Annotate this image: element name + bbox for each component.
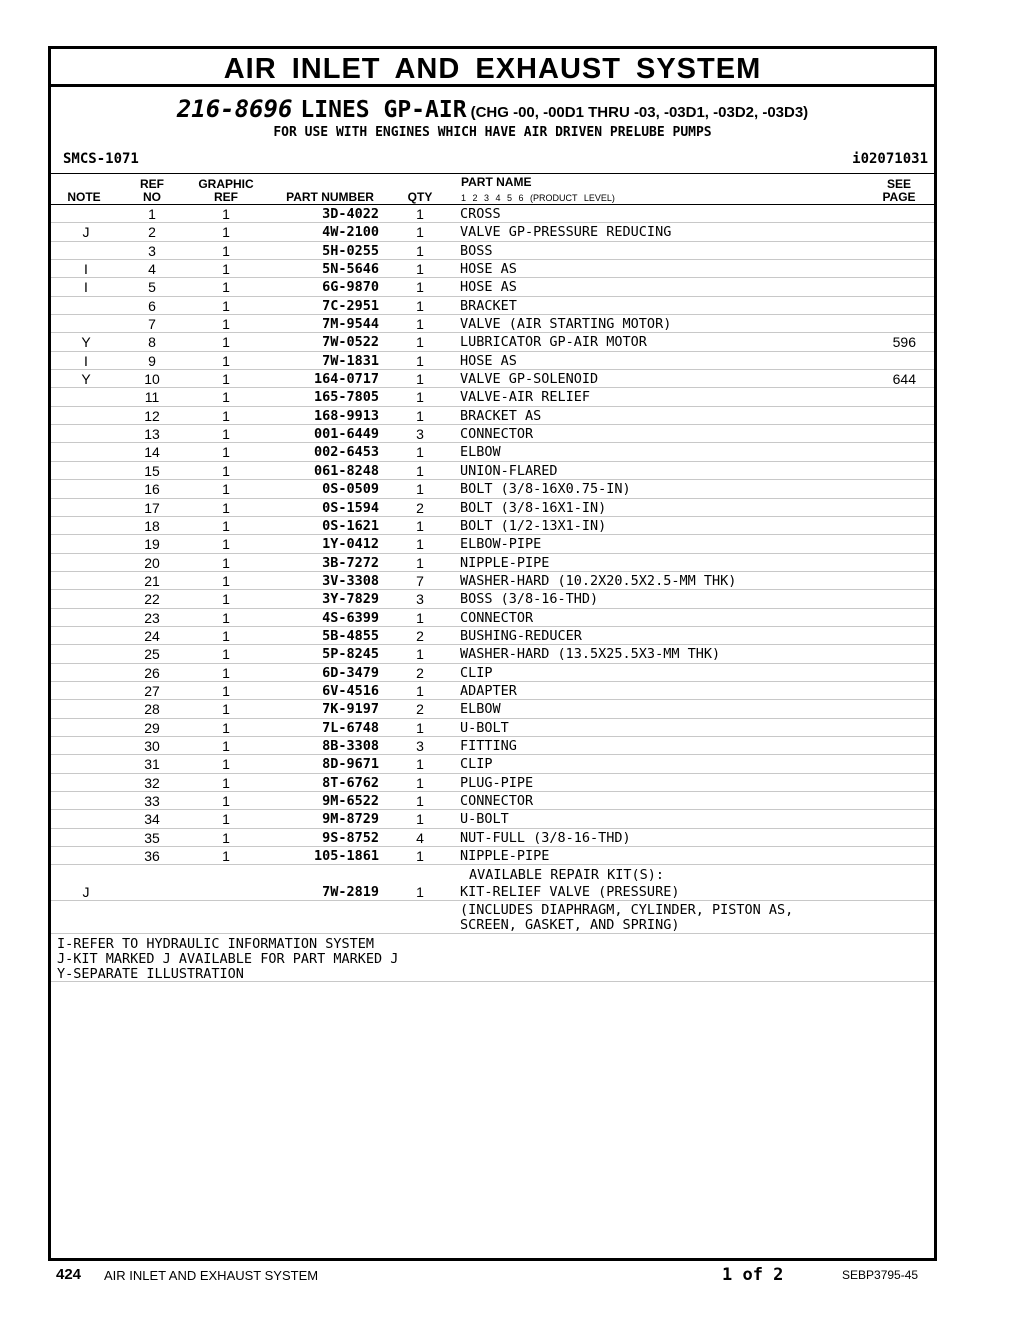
- part-qty: 7: [416, 572, 424, 589]
- part-number: 7M-9544: [322, 316, 379, 333]
- footer-document-number: SEBP3795-45: [842, 1268, 919, 1282]
- part-see-page: 644: [892, 371, 916, 388]
- table-row: [51, 554, 934, 572]
- part-ref: 15: [144, 462, 160, 479]
- part-qty: 1: [416, 554, 424, 571]
- kit-part-number: 7W-2819: [322, 884, 379, 901]
- kit-note: J: [82, 884, 90, 901]
- part-graphic-ref: 1: [222, 756, 230, 773]
- table-row: [51, 609, 934, 627]
- part-number: 164-0717: [313, 371, 379, 388]
- part-ref: 35: [144, 829, 160, 846]
- part-graphic-ref: 1: [222, 499, 230, 516]
- title-divider: [51, 84, 934, 87]
- part-graphic-ref: 1: [222, 829, 230, 846]
- part-number: 7L-6748: [322, 719, 379, 736]
- parts-table: [51, 205, 934, 982]
- col-qty: QTY: [407, 190, 433, 204]
- part-graphic-ref: 1: [222, 279, 230, 296]
- part-graphic-ref: 1: [222, 664, 230, 681]
- part-see-page: 596: [892, 334, 916, 351]
- part-qty: 3: [416, 426, 424, 443]
- part-qty: 1: [416, 646, 424, 663]
- part-number: 6V-4516: [322, 682, 379, 699]
- part-name: U-BOLT: [460, 719, 509, 736]
- part-graphic-ref: 1: [222, 572, 230, 589]
- table-row: [51, 260, 934, 278]
- part-ref: 21: [144, 572, 160, 589]
- part-number: 4S-6399: [322, 609, 379, 626]
- part-number: 3Y-7829: [322, 591, 379, 608]
- part-graphic-ref: 1: [222, 242, 230, 259]
- table-row: [51, 480, 934, 498]
- table-row: [51, 664, 934, 682]
- part-number: 5H-0255: [322, 242, 379, 259]
- part-number: 9S-8752: [322, 829, 379, 846]
- part-name: HOSE AS: [460, 352, 517, 369]
- part-name: HOSE AS: [460, 279, 517, 296]
- part-qty: 1: [416, 352, 424, 369]
- part-ref: 9: [148, 352, 156, 369]
- part-ref: 8: [148, 334, 156, 351]
- note-line: I-REFER TO HYDRAULIC INFORMATION SYSTEM: [57, 936, 374, 953]
- part-note: Y: [81, 371, 91, 388]
- col-graphic-top: GRAPHIC: [198, 177, 254, 191]
- part-graphic-ref: 1: [222, 444, 230, 461]
- part-graphic-ref: 1: [222, 426, 230, 443]
- table-row: [51, 499, 934, 517]
- part-number: 7W-1831: [322, 352, 379, 369]
- part-qty: 2: [416, 664, 424, 681]
- part-number: 1Y-0412: [322, 536, 379, 553]
- part-ref: 1: [148, 206, 156, 222]
- part-number: 0S-1621: [322, 517, 379, 534]
- table-row: [51, 297, 934, 315]
- part-number: 5B-4855: [322, 627, 379, 644]
- part-name: NIPPLE-PIPE: [460, 554, 550, 571]
- col-see-bottom: PAGE: [882, 190, 916, 204]
- part-name: BOLT (3/8-16X0.75-IN): [460, 481, 631, 498]
- part-name: BOSS (3/8-16-THD): [460, 591, 599, 608]
- part-number: 001-6449: [313, 426, 379, 443]
- part-ref: 29: [144, 719, 160, 736]
- part-ref: 30: [144, 737, 160, 754]
- table-row: [51, 205, 934, 223]
- table-row: [51, 700, 934, 718]
- col-graphic-bottom: REF: [214, 190, 238, 204]
- part-ref: 28: [144, 701, 160, 718]
- part-qty: 3: [416, 591, 424, 608]
- table-row: [51, 755, 934, 773]
- part-graphic-ref: 1: [222, 591, 230, 608]
- part-number: 3B-7272: [322, 554, 379, 571]
- part-note: J: [82, 224, 90, 241]
- table-row: [51, 810, 934, 828]
- usage-note: FOR USE WITH ENGINES WHICH HAVE AIR DRIVEN PRELUBE PUMPS: [273, 125, 712, 140]
- part-graphic-ref: 1: [222, 627, 230, 644]
- part-note: Y: [81, 334, 91, 351]
- col-graphic: [189, 178, 263, 204]
- col-ref-top: REF: [140, 177, 164, 191]
- table-row: [51, 223, 934, 241]
- document-ident: i02071031: [852, 151, 928, 167]
- part-ref: 22: [144, 591, 160, 608]
- part-ref: 12: [144, 407, 160, 424]
- part-ref: 11: [144, 389, 160, 406]
- table-row: [51, 737, 934, 755]
- part-number: 8T-6762: [322, 774, 379, 791]
- table-row: [51, 572, 934, 590]
- part-graphic-ref: 1: [222, 774, 230, 791]
- part-number: 4W-2100: [322, 224, 379, 241]
- table-row: [51, 333, 934, 351]
- part-graphic-ref: 1: [222, 462, 230, 479]
- part-number: 9M-8729: [322, 811, 379, 828]
- part-qty: 1: [416, 811, 424, 828]
- part-qty: 1: [416, 261, 424, 278]
- part-number: 6D-3479: [322, 664, 379, 681]
- part-name: LUBRICATOR GP-AIR MOTOR: [460, 334, 647, 351]
- part-number: 6G-9870: [322, 279, 379, 296]
- kit-includes-line: (INCLUDES DIAPHRAGM, CYLINDER, PISTON AS,: [460, 902, 794, 919]
- part-graphic-ref: 1: [222, 371, 230, 388]
- part-name: CLIP: [460, 756, 493, 773]
- part-number: 002-6453: [313, 444, 379, 461]
- part-number: 168-9913: [313, 407, 379, 424]
- part-graphic-ref: 1: [222, 609, 230, 626]
- part-graphic-ref: 1: [222, 701, 230, 718]
- table-row: [51, 774, 934, 792]
- col-part-name: PART NAME: [461, 175, 532, 189]
- table-row: [51, 829, 934, 847]
- table-row: [51, 535, 934, 553]
- part-ref: 20: [144, 554, 160, 571]
- part-number: 5N-5646: [322, 261, 379, 278]
- col-part-number: PART NUMBER: [286, 190, 374, 204]
- part-qty: 2: [416, 701, 424, 718]
- part-name: CROSS: [460, 206, 501, 222]
- part-qty: 2: [416, 499, 424, 516]
- part-note: I: [84, 352, 88, 369]
- table-row: [51, 388, 934, 406]
- part-name: HOSE AS: [460, 261, 517, 278]
- part-graphic-ref: 1: [222, 261, 230, 278]
- part-number: 165-7805: [313, 389, 379, 406]
- footer-system-name: AIR INLET AND EXHAUST SYSTEM: [104, 1268, 319, 1283]
- part-qty: 1: [416, 407, 424, 424]
- part-ref: 3: [148, 242, 156, 259]
- kit-includes-line: SCREEN, GASKET, AND SPRING): [460, 917, 680, 934]
- part-number: 8B-3308: [322, 737, 379, 754]
- part-graphic-ref: 1: [222, 389, 230, 406]
- part-number: 3D-4022: [322, 206, 379, 222]
- part-name: BRACKET AS: [460, 407, 542, 424]
- part-graphic-ref: 1: [222, 224, 230, 241]
- repair-kit-title: AVAILABLE REPAIR KIT(S):: [469, 867, 665, 884]
- part-graphic-ref: 1: [222, 517, 230, 534]
- part-qty: 3: [416, 737, 424, 754]
- part-number: 5P-8245: [322, 646, 379, 663]
- table-row: [51, 242, 934, 260]
- part-name: CONNECTOR: [460, 609, 534, 626]
- part-graphic-ref: 1: [222, 407, 230, 424]
- table-row: [51, 719, 934, 737]
- part-ref: 10: [144, 371, 160, 388]
- part-qty: 1: [416, 756, 424, 773]
- table-row: [51, 443, 934, 461]
- table-row: [51, 370, 934, 388]
- repair-kit-row: [51, 883, 934, 901]
- kit-qty: 1: [416, 884, 424, 901]
- part-graphic-ref: 1: [222, 682, 230, 699]
- part-graphic-ref: 1: [222, 811, 230, 828]
- part-qty: 1: [416, 279, 424, 296]
- notes-legend: [51, 934, 934, 982]
- part-name: ELBOW-PIPE: [460, 536, 542, 553]
- part-graphic-ref: 1: [222, 297, 230, 314]
- repair-kit-includes: [51, 901, 934, 934]
- table-row: [51, 645, 934, 663]
- page-frame: [48, 46, 937, 1261]
- part-qty: 1: [416, 462, 424, 479]
- part-ref: 24: [144, 627, 160, 644]
- part-ref: 32: [144, 774, 160, 791]
- part-ref: 26: [144, 664, 160, 681]
- part-name: VALVE-AIR RELIEF: [460, 389, 591, 406]
- part-ref: 34: [144, 811, 160, 828]
- part-ref: 27: [144, 682, 160, 699]
- part-number: 7W-0522: [322, 334, 379, 351]
- part-qty: 1: [416, 316, 424, 333]
- part-number: 3V-3308: [322, 572, 379, 589]
- part-name: WASHER-HARD (10.2X20.5X2.5-MM THK): [460, 572, 737, 589]
- part-name: VALVE (AIR STARTING MOTOR): [460, 316, 672, 333]
- part-ref: 14: [144, 444, 160, 461]
- table-row: [51, 425, 934, 443]
- part-qty: 1: [416, 371, 424, 388]
- part-graphic-ref: 1: [222, 848, 230, 865]
- part-name: U-BOLT: [460, 811, 509, 828]
- col-see-top: SEE: [886, 177, 911, 191]
- part-ref: 13: [144, 426, 160, 443]
- part-ref: 18: [144, 517, 160, 534]
- part-qty: 1: [416, 206, 424, 222]
- part-qty: 4: [416, 829, 424, 846]
- table-row: [51, 792, 934, 810]
- table-row: [51, 590, 934, 608]
- part-qty: 1: [416, 517, 424, 534]
- part-name: ELBOW: [460, 701, 501, 718]
- kit-name: KIT-RELIEF VALVE (PRESSURE): [460, 884, 680, 901]
- col-ref: [131, 178, 173, 204]
- part-number: 105-1861: [313, 848, 379, 865]
- table-row: [51, 315, 934, 333]
- part-graphic-ref: 1: [222, 536, 230, 553]
- part-ref: 33: [144, 793, 160, 809]
- part-name: BUSHING-REDUCER: [460, 627, 582, 644]
- part-name: BOLT (1/2-13X1-IN): [460, 517, 607, 534]
- part-ref: 17: [144, 499, 160, 516]
- table-row: [51, 352, 934, 370]
- part-graphic-ref: 1: [222, 793, 230, 809]
- col-note: NOTE: [67, 190, 101, 204]
- col-ref-bottom: NO: [143, 190, 161, 204]
- part-ref: 2: [148, 224, 156, 241]
- part-name: CLIP: [460, 664, 493, 681]
- part-ref: 16: [144, 481, 160, 498]
- part-name: WASHER-HARD (13.5X25.5X3-MM THK): [460, 646, 721, 663]
- table-row: [51, 278, 934, 296]
- part-qty: 1: [416, 224, 424, 241]
- part-name: BOSS: [460, 242, 493, 259]
- part-qty: 1: [416, 848, 424, 865]
- part-graphic-ref: 1: [222, 334, 230, 351]
- part-graphic-ref: 1: [222, 481, 230, 498]
- part-note: I: [84, 279, 88, 296]
- part-qty: 1: [416, 793, 424, 809]
- part-number: 7C-2951: [322, 297, 379, 314]
- table-row: [51, 627, 934, 645]
- group-part-name: LINES GP-AIR: [300, 97, 467, 123]
- part-ref: 6: [148, 297, 156, 314]
- part-ref: 5: [148, 279, 156, 296]
- part-name: PLUG-PIPE: [460, 774, 534, 791]
- part-qty: 1: [416, 297, 424, 314]
- part-name: FITTING: [460, 737, 517, 754]
- part-qty: 1: [416, 536, 424, 553]
- group-heading: [51, 95, 934, 123]
- part-graphic-ref: 1: [222, 646, 230, 663]
- footer-sheet-count: 1 of 2: [722, 1265, 784, 1285]
- part-qty: 2: [416, 627, 424, 644]
- table-row: [51, 517, 934, 535]
- part-number: 8D-9671: [322, 756, 379, 773]
- part-name: CONNECTOR: [460, 793, 534, 809]
- part-graphic-ref: 1: [222, 719, 230, 736]
- page-title: AIR INLET AND EXHAUST SYSTEM: [223, 53, 762, 85]
- part-graphic-ref: 1: [222, 206, 230, 222]
- table-row: [51, 847, 934, 865]
- change-levels: (CHG -00, -00D1 THRU -03, -03D1, -03D2, -03D3): [470, 104, 809, 121]
- part-graphic-ref: 1: [222, 554, 230, 571]
- part-name: CONNECTOR: [460, 426, 534, 443]
- part-number: 0S-0509: [322, 481, 379, 498]
- footer-page-number: 424: [56, 1266, 82, 1283]
- part-ref: 7: [148, 316, 156, 333]
- part-ref: 31: [144, 756, 160, 773]
- part-qty: 1: [416, 682, 424, 699]
- smcs-code: SMCS-1071: [63, 151, 139, 167]
- table-row: [51, 462, 934, 480]
- part-graphic-ref: 1: [222, 352, 230, 369]
- table-row: [51, 407, 934, 425]
- note-line: Y-SEPARATE ILLUSTRATION: [57, 966, 244, 983]
- part-ref: 23: [144, 609, 160, 626]
- col-see-page: [871, 178, 927, 204]
- part-number: 9M-6522: [322, 793, 379, 809]
- part-ref: 4: [148, 261, 156, 278]
- part-number: 0S-1594: [322, 499, 379, 516]
- part-number: 061-8248: [313, 462, 379, 479]
- part-name: BRACKET: [460, 297, 517, 314]
- part-number: 7K-9197: [322, 701, 379, 718]
- part-ref: 36: [144, 848, 160, 865]
- group-part-number: 216-8696: [176, 95, 293, 123]
- part-graphic-ref: 1: [222, 316, 230, 333]
- part-qty: 1: [416, 389, 424, 406]
- part-name: VALVE GP-PRESSURE REDUCING: [460, 224, 672, 241]
- table-row: [51, 682, 934, 700]
- part-qty: 1: [416, 242, 424, 259]
- part-qty: 1: [416, 774, 424, 791]
- part-qty: 1: [416, 481, 424, 498]
- part-name: ADAPTER: [460, 682, 517, 699]
- part-note: I: [84, 261, 88, 278]
- note-line: J-KIT MARKED J AVAILABLE FOR PART MARKED J: [57, 951, 399, 968]
- part-name: NUT-FULL (3/8-16-THD): [460, 829, 631, 846]
- part-name: ELBOW: [460, 444, 501, 461]
- part-name: BOLT (3/8-16X1-IN): [460, 499, 607, 516]
- product-level-scale: 1 2 3 4 5 6 (PRODUCT LEVEL): [461, 193, 615, 203]
- part-graphic-ref: 1: [222, 737, 230, 754]
- part-name: VALVE GP-SOLENOID: [460, 371, 599, 388]
- part-qty: 1: [416, 609, 424, 626]
- part-qty: 1: [416, 444, 424, 461]
- part-qty: 1: [416, 719, 424, 736]
- header-top-rule: [51, 173, 934, 174]
- part-qty: 1: [416, 334, 424, 351]
- part-ref: 19: [144, 536, 160, 553]
- part-name: NIPPLE-PIPE: [460, 848, 550, 865]
- part-ref: 25: [144, 646, 160, 663]
- part-name: UNION-FLARED: [460, 462, 558, 479]
